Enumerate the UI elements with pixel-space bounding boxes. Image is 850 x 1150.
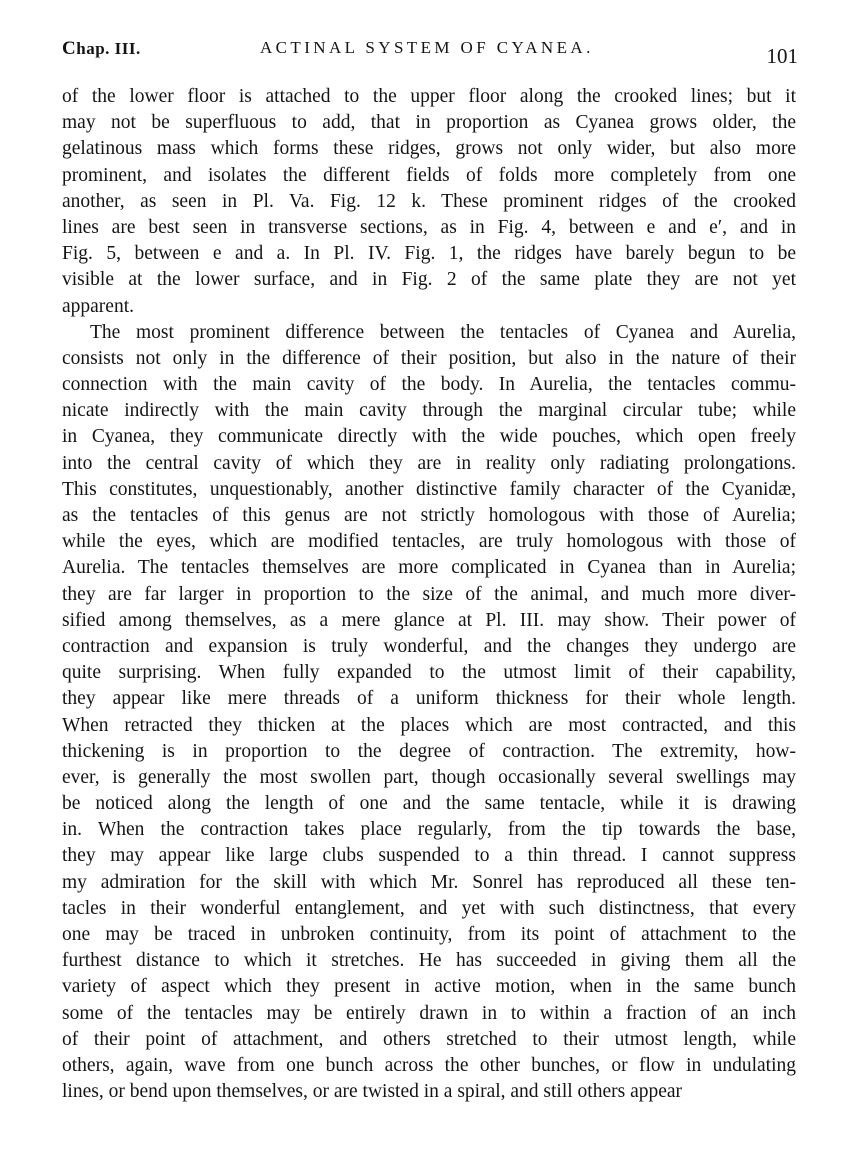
text-line: as the tentacles of this genus are not strictly homologous with those of Aurelia; (62, 505, 796, 526)
page-number: 101 (766, 44, 798, 68)
running-title: ACTINAL SYSTEM OF CYANEA. (260, 38, 594, 57)
text-line: prominent, and isolates the different fields of folds more completely from one (62, 164, 796, 186)
text-line: sified among themselves, as a mere glance at Pl. III. may show. Their power of (62, 609, 796, 631)
text-line: another, as seen in Pl. Va. Fig. 12 k. These prominent ridges of the crooked (62, 190, 796, 212)
text-line: contraction and expansion is truly wonderful, and the changes they undergo are (62, 635, 796, 657)
text-line: of the lower floor is attached to the upper floor along the crooked lines; but it (62, 86, 796, 107)
text-line: apparent. (62, 295, 135, 317)
text-line: they may appear like large clubs suspended to a thin thread. I cannot suppress (62, 845, 796, 867)
text-line: others, again, wave from one bunch across the other bunches, or flow in undulating (62, 1054, 796, 1076)
text-line: lines are best seen in transverse sections, as in Fig. 4, between e and e′, and in (62, 216, 796, 238)
text-line: be noticed along the length of one and the same tentacle, while it is drawing (62, 793, 796, 815)
text-line: This constitutes, unquestionably, another distinctive family character of the Cyanidæ, (62, 478, 796, 500)
text-line: variety of aspect which they present in active motion, when in the same bunch (62, 976, 796, 998)
body-text (62, 84, 796, 1105)
text-line: When retracted they thicken at the places which are most contracted, and this (62, 714, 796, 736)
text-line: in. When the contraction takes place regularly, from the tip towards the base, (62, 819, 796, 841)
text-line: my admiration for the skill with which Mr. Sonrel has reproduced all these ten- (62, 871, 796, 893)
text-line: ever, is generally the most swollen part, though occasionally several swellings may (62, 766, 796, 788)
paragraph (62, 320, 796, 1106)
text-line: visible at the lower surface, and in Fig. 2 of the same plate they are not yet (62, 269, 796, 291)
page-header (62, 34, 798, 70)
text-line: they are far larger in proportion to the size of the animal, and much more diver- (62, 583, 796, 605)
text-line: may not be superfluous to add, that in proportion as Cyanea grows older, the (62, 112, 796, 134)
text-line: The most prominent difference between the tentacles of Cyanea and Aurelia, (90, 321, 796, 343)
text-line: gelatinous mass which forms these ridges, grows not only wider, but also more (62, 138, 796, 160)
text-line: some of the tentacles may be entirely drawn in to within a fraction of an inch (62, 1002, 796, 1024)
text-line: nicate indirectly with the main cavity through the marginal circular tube; while (62, 400, 796, 422)
text-line: one may be traced in unbroken continuity, from its point of attachment to the (62, 924, 796, 945)
text-line: Fig. 5, between e and a. In Pl. IV. Fig. 1, the ridges have barely begun to be (62, 243, 796, 265)
text-line: consists not only in the difference of their position, but also in the nature of their (62, 347, 796, 369)
text-line: furthest distance to which it stretches. He has succeeded in giving them all the (62, 950, 796, 972)
text-line: while the eyes, which are modified tentacles, are truly homologous with those of (62, 531, 796, 553)
text-line: connection with the main cavity of the body. In Aurelia, the tentacles commu- (62, 374, 796, 396)
text-line: in Cyanea, they communicate directly with the wide pouches, which open freely (62, 426, 796, 448)
text-line: quite surprising. When fully expanded to the utmost limit of their capability, (62, 662, 796, 684)
chapter-label: Chap. III. (62, 38, 141, 59)
text-line: of their point of attachment, and others stretched to their utmost length, while (62, 1028, 796, 1050)
text-line: lines, or bend upon themselves, or are twisted in a spiral, and still others appear (62, 1081, 683, 1103)
paragraph (62, 84, 796, 320)
text-line: tacles in their wonderful entanglement, and yet with such distinctness, that every (62, 897, 796, 919)
text-line: thickening is in proportion to the degree of contraction. The extremity, how- (62, 740, 796, 762)
text-line: they appear like mere threads of a uniform thickness for their whole length. (62, 688, 796, 710)
text-line: Aurelia. The tentacles themselves are more complicated in Cyanea than in Aurelia; (62, 557, 796, 579)
text-line: into the central cavity of which they are in reality only radiating prolongations. (62, 452, 796, 474)
